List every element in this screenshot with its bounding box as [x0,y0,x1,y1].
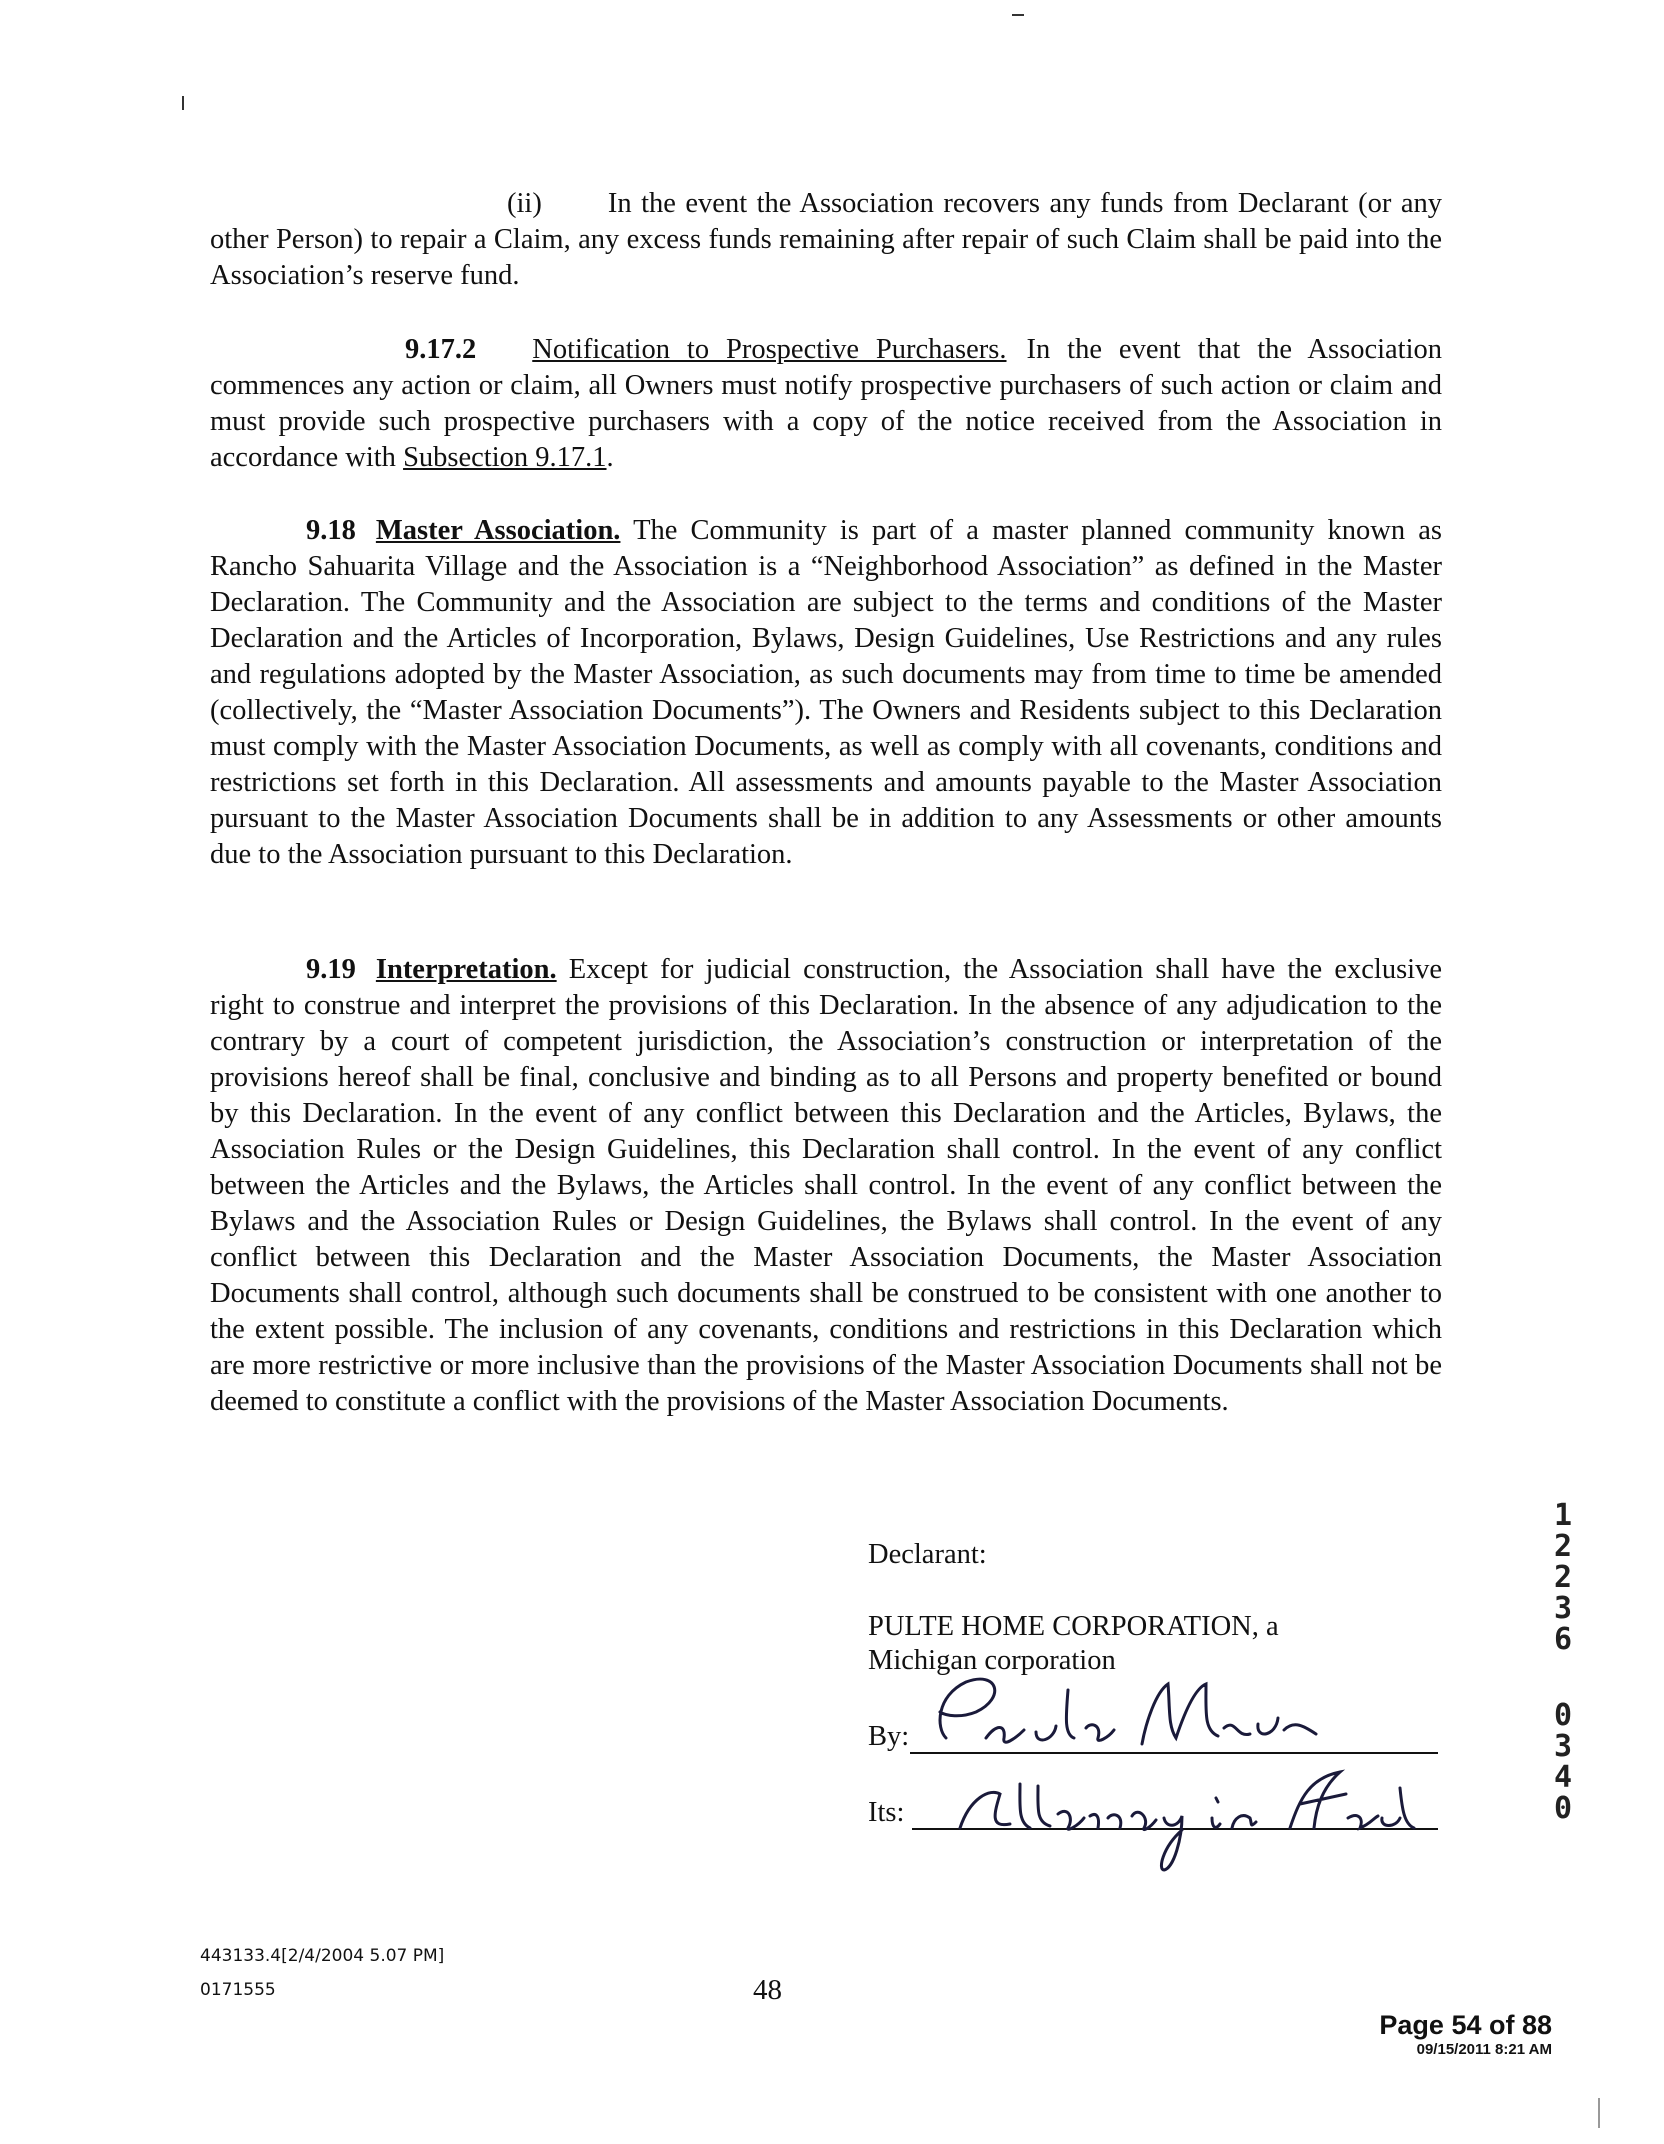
company-state: Michigan corporation [868,1645,1116,1676]
section-number: 9.19 [306,954,356,985]
section-9-18 [210,513,1442,873]
section-text: In the event that the Association commences any action or claim, all Owners must notify prospective purchasers of such action or claim and must provide such prospective purchasers with a copy of the notice received from the Association in accordance with [210,334,1443,473]
side-digit: 2 [1553,1529,1573,1564]
paragraph-text: In the event the Association recovers any funds from Declarant (or any other Person) to repair a Claim, any excess funds remaining after repair of such Claim shall be paid into the Association’s reserve fund. [210,188,1442,291]
section-number: 9.18 [306,515,356,546]
by-label: By: [868,1721,910,1752]
section-text-end: . [606,442,614,473]
side-digit: 3 [1553,1591,1573,1626]
scan-mark-bottom [1598,2098,1600,2128]
declarant-label: Declarant: [868,1539,987,1570]
side-digit: 6 [1553,1622,1573,1657]
section-text: Except for judicial construction, the Association shall have the exclusive right to construe and interpret the provisions of this Declaration. In the absence of any adjudication to the contrary by a court of competent jurisdiction, the Association’s construction or interpretation of the provisions hereof shall be final, conclusive and binding as to all Persons and property benefited or bound by this Declaration. In the event of any conflict between this Declaration and the Articles, Bylaws, the Association Rules or the Design Guidelines, this Declaration shall control. In the event of any conflict between the Articles and the Bylaws, the Articles shall control. In the event of any conflict between the Bylaws and the Association Rules or Design Guidelines, the Bylaws shall control. In the event of any conflict between this Declaration and the Master Association Documents, the Master Association Documents shall control, although such documents shall be construed to be consistent with one another to the extent possible. The inclusion of any covenants, conditions and restrictions in this Declaration which are more restrictive or more inclusive than the provisions of the Master Association Documents shall not be deemed to constitute a conflict with the provisions of the Master Association Documents. [210,954,1442,1417]
its-signature [950,1758,1420,1878]
side-recording-number-1 [1548,1500,1578,1655]
scan-mark-left [182,96,184,110]
section-heading: Notification to Prospective Purchasers. [532,334,1007,365]
document-id: 443133.4[2/4/2004 5.07 PM] [200,1946,445,1966]
its-label: Its: [868,1797,905,1828]
side-digit: 4 [1553,1760,1573,1795]
recording-stamp [1379,2010,1552,2058]
document-number: 0171555 [200,1980,276,2000]
side-recording-number-2 [1548,1700,1578,1824]
section-heading: Interpretation. [375,954,557,985]
section-text: The Community is part of a master planned community known as Rancho Sahuarita Village and the Association is a “Neighborhood Association” as defined in the Master Declaration. The Community and the Association are subject to the terms and conditions of the Master Declaration and the Articles of Incorporation, Bylaws, Design Guidelines, Use Restrictions and any rules and regulations adopted by the Master Association, as such documents may from time to time be amended (collectively, the “Master Association Documents”). The Owners and Residents subject to this Declaration must comply with the Master Association Documents, as well as comply with all covenants, conditions and restrictions set forth in this Declaration. All assessments and amounts payable to the Master Association pursuant to the Master Association Documents shall be in addition to any Assessments or other amounts due to the Association pursuant to this Declaration. [210,515,1442,870]
page-number: 48 [753,1974,782,2006]
scan-mark-top [1012,14,1024,16]
side-digit: 0 [1553,1698,1573,1733]
company-name: PULTE HOME CORPORATION, a [868,1611,1279,1642]
paragraph-label: (ii) [507,188,542,219]
subsection-reference: Subsection 9.17.1 [403,442,607,473]
recording-datetime: 09/15/2011 8:21 AM [1416,2041,1552,2058]
section-heading: Master Association. [375,515,621,546]
by-signature [906,1668,1326,1768]
recording-page-count: Page 54 of 88 [1379,2010,1552,2040]
section-number: 9.17.2 [405,334,477,365]
side-digit: 1 [1553,1498,1573,1533]
side-digit: 0 [1553,1791,1573,1826]
section-9-17-2 [210,332,1442,476]
section-9-19 [210,952,1442,1420]
paragraph-ii [210,186,1442,294]
side-digit: 3 [1553,1729,1573,1764]
side-digit: 2 [1553,1560,1573,1595]
